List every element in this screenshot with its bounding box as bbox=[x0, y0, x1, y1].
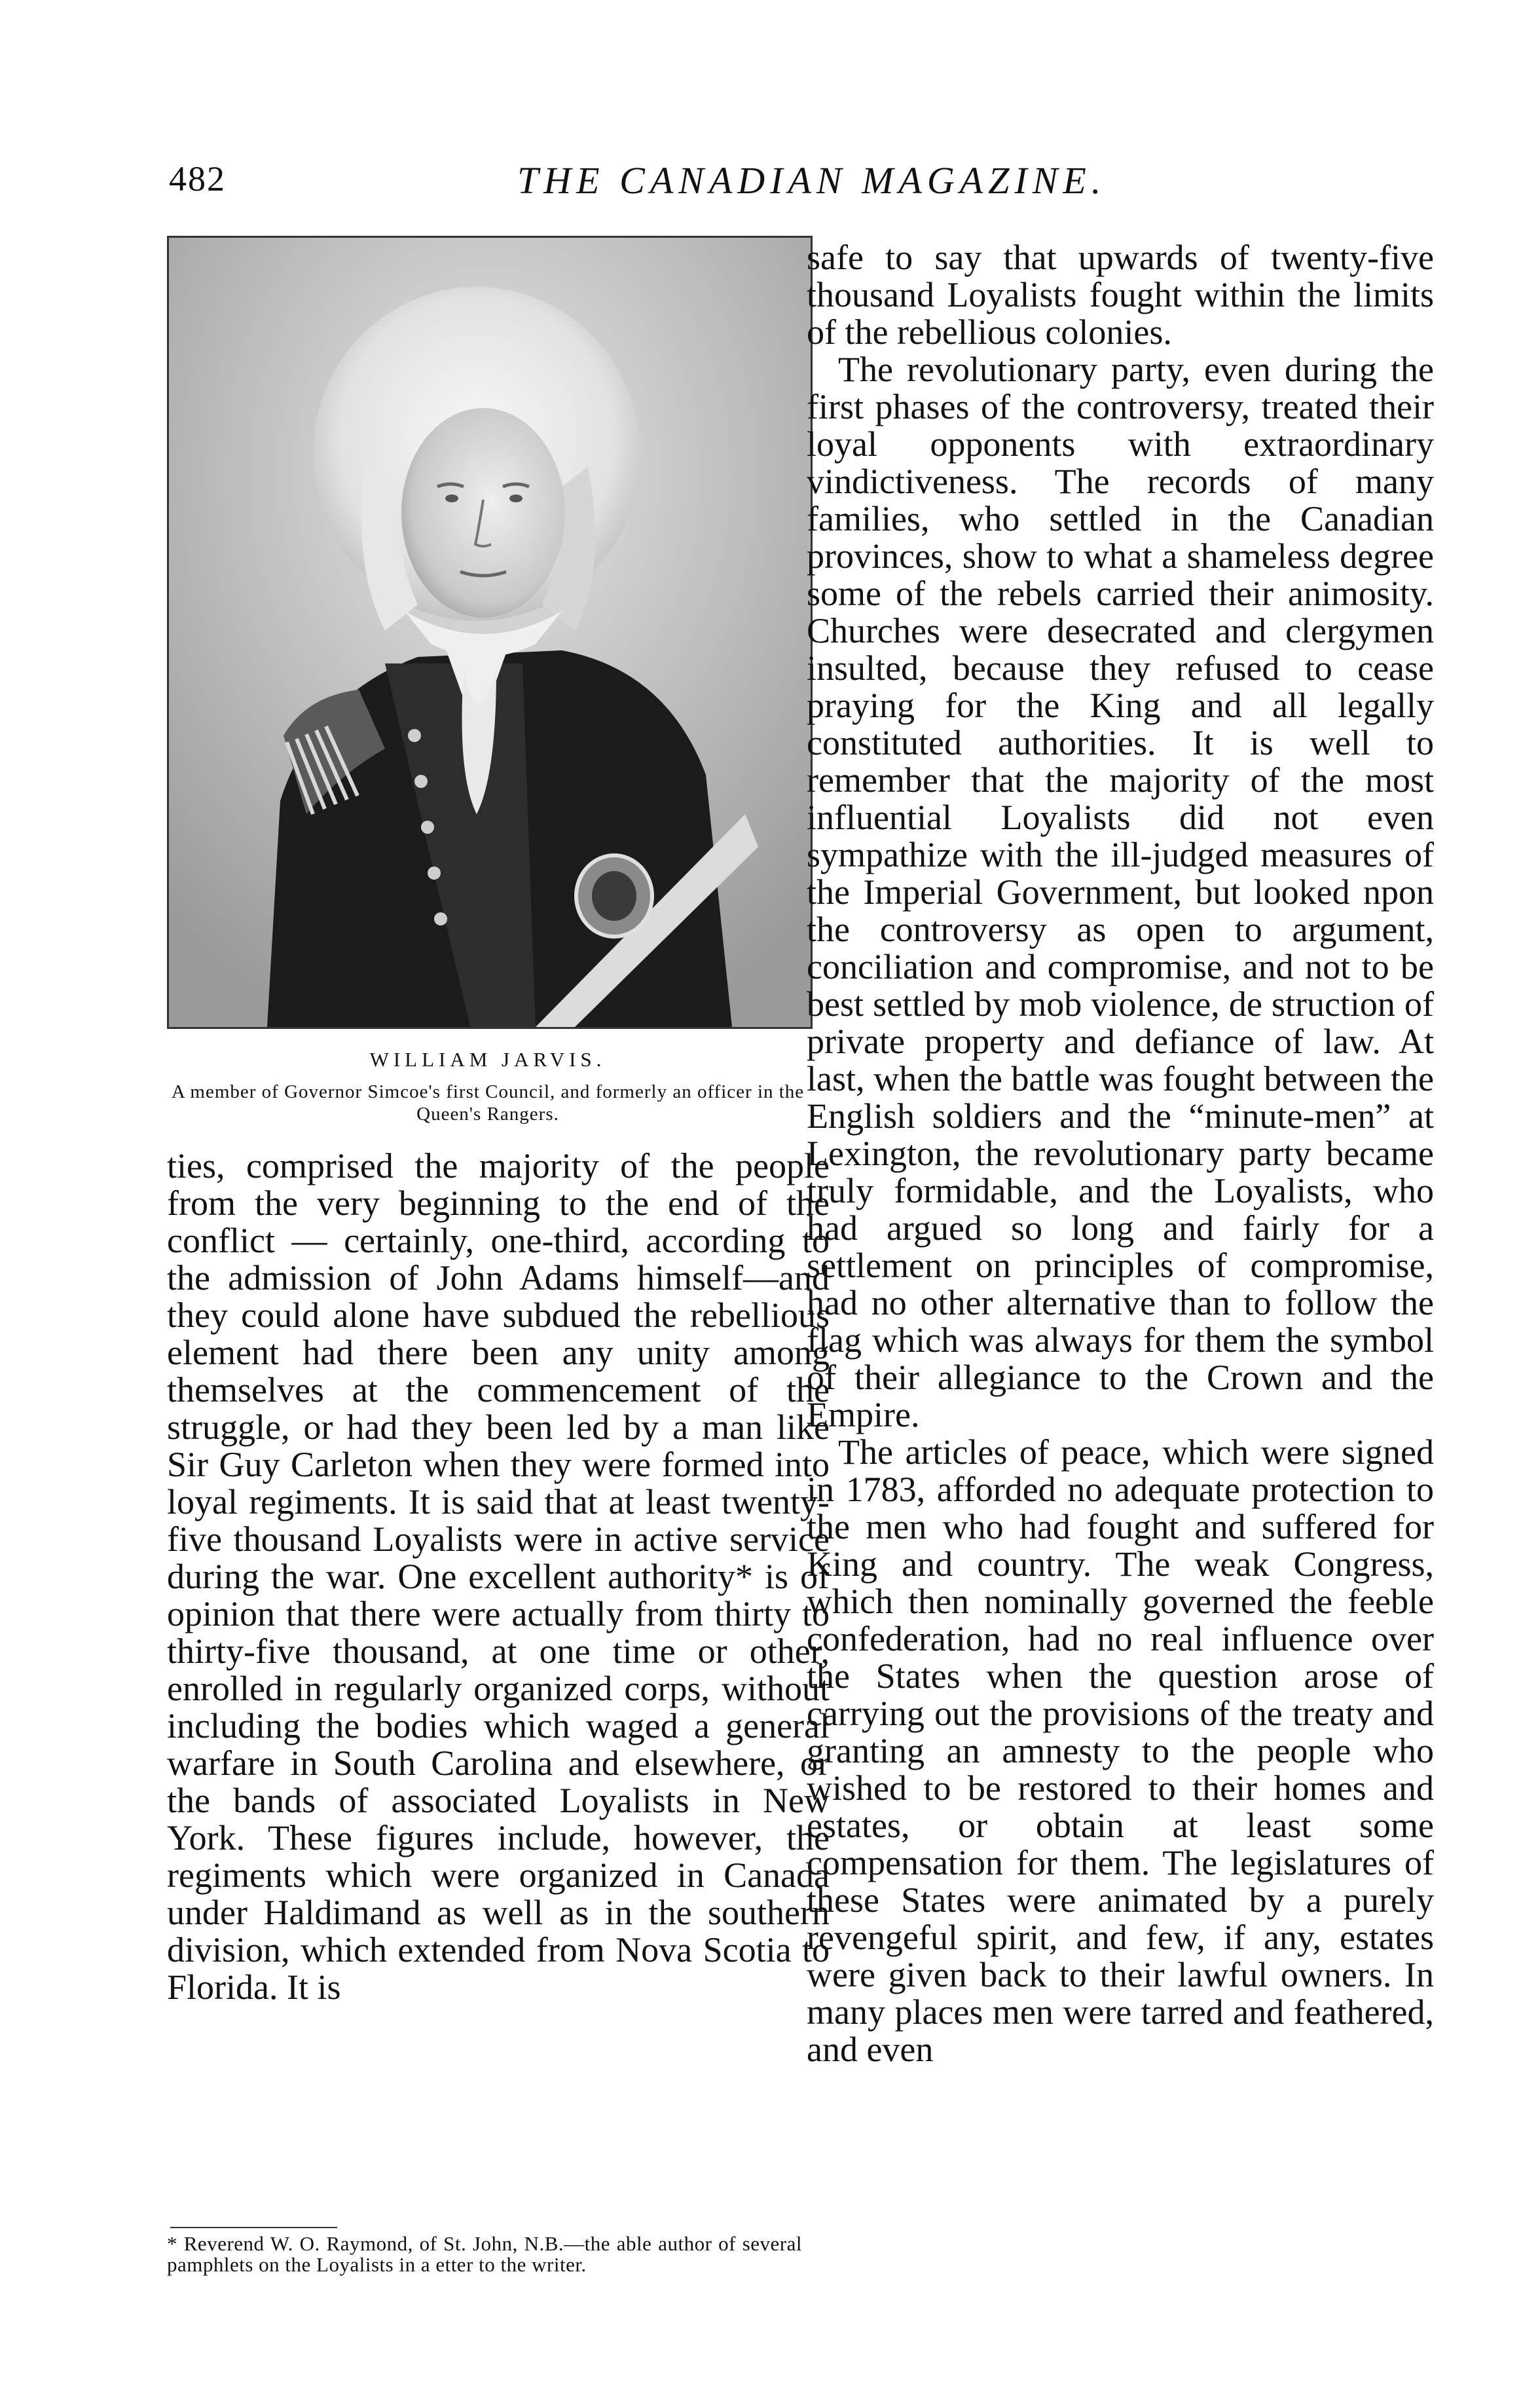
right-paragraph-3: The articles of peace, which were signed in 1783, afforded no adequate protection to the men who had fought and suffered for King and country. The weak Congress, which then nominally governed the feeble confederation, had no real influence over the States when the question arose of carrying out the provisions of the treaty and granting an amnesty to the people who wished to be restored to their homes and estates, or obtain at least some compensation for them. The legislatures of these States were animated by a purely revengeful spirit, and few, if any, estates were given back to their lawful owners. In many places men were tarred and feathered, and even bbox=[807, 1432, 1434, 2069]
right-paragraph-2: The revolutionary party, even during the first phases of the controversy, treated their loyal opponents with extraordinary vindictiveness. The records of many families, who settled in the Canadian provinces, show to what a shameless degree some of the rebels carried their animosity. Churches were desecrated and clergymen insulted, because they refused to cease praying for the King and all legally constituted authorities. It is well to remember that the majority of the most influential Loyalists did not even sympathize with the ill-judged measures of the Imperial Government, but looked npon the controversy as open to argument, conciliation and compromise, and not to be best settled by mob violence, de struction of private property and defiance of law. At last, when the battle was fought between the English soldiers and the “minute-men” at Lexington, the revolutionary party became truly formidable, and the Loyalists, who had argued so long and fairly for a settlement on principles of compromise, had no other alternative than to follow the flag which was always for them the symbol of their allegiance to the Crown and the Empire. bbox=[807, 350, 1434, 1434]
caption-name: WILLIAM JARVIS. bbox=[369, 1048, 606, 1071]
right-column bbox=[807, 239, 1434, 2068]
portrait-image bbox=[169, 238, 811, 1027]
page-number: 482 bbox=[169, 159, 226, 198]
footnote-rule bbox=[170, 2227, 337, 2228]
left-column bbox=[167, 1147, 830, 2006]
portrait-figure bbox=[167, 236, 813, 1029]
right-paragraph-1: safe to say that upwards of twenty-five thousand Loyalists fought within the limits of the rebellious colonies. bbox=[807, 238, 1434, 352]
footnote: * Reverend W. O. Raymond, of St. John, N.B.—the able author of several pamphlets on the Loyalists in a etter to the writer. bbox=[167, 2232, 802, 2276]
left-paragraph-1: ties, comprised the majority of the people from the very beginning to the end of the conflict — certainly, one-third, according to the admission of John Adams himself—and they could alone have subdued the rebellious element had there been any unity among themselves at the commencement of the struggle, or had they been led by a man like Sir Guy Carleton when they were formed into loyal regiments. It is said that at least twenty-five thousand Loyalists were in active service during the war. One excellent authority* is of opinion that there were actually from thirty to thirty-five thousand, at one time or other, enrolled in regularly organized corps, without including the bodies which waged a general warfare in South Carolina and elsewhere, or the bands of associated Loyalists in New York. These figures include, however, the regiments which were organized in Canada under Haldimand as well as in the southern division, which extended from Nova Scotia to Florida. It is bbox=[167, 1146, 830, 2007]
caption-description: A member of Governor Simcoe's first Council, and formerly an officer in the Queen's Rangers. bbox=[171, 1081, 805, 1125]
running-head: THE CANADIAN MAGAZINE. bbox=[517, 159, 1107, 202]
